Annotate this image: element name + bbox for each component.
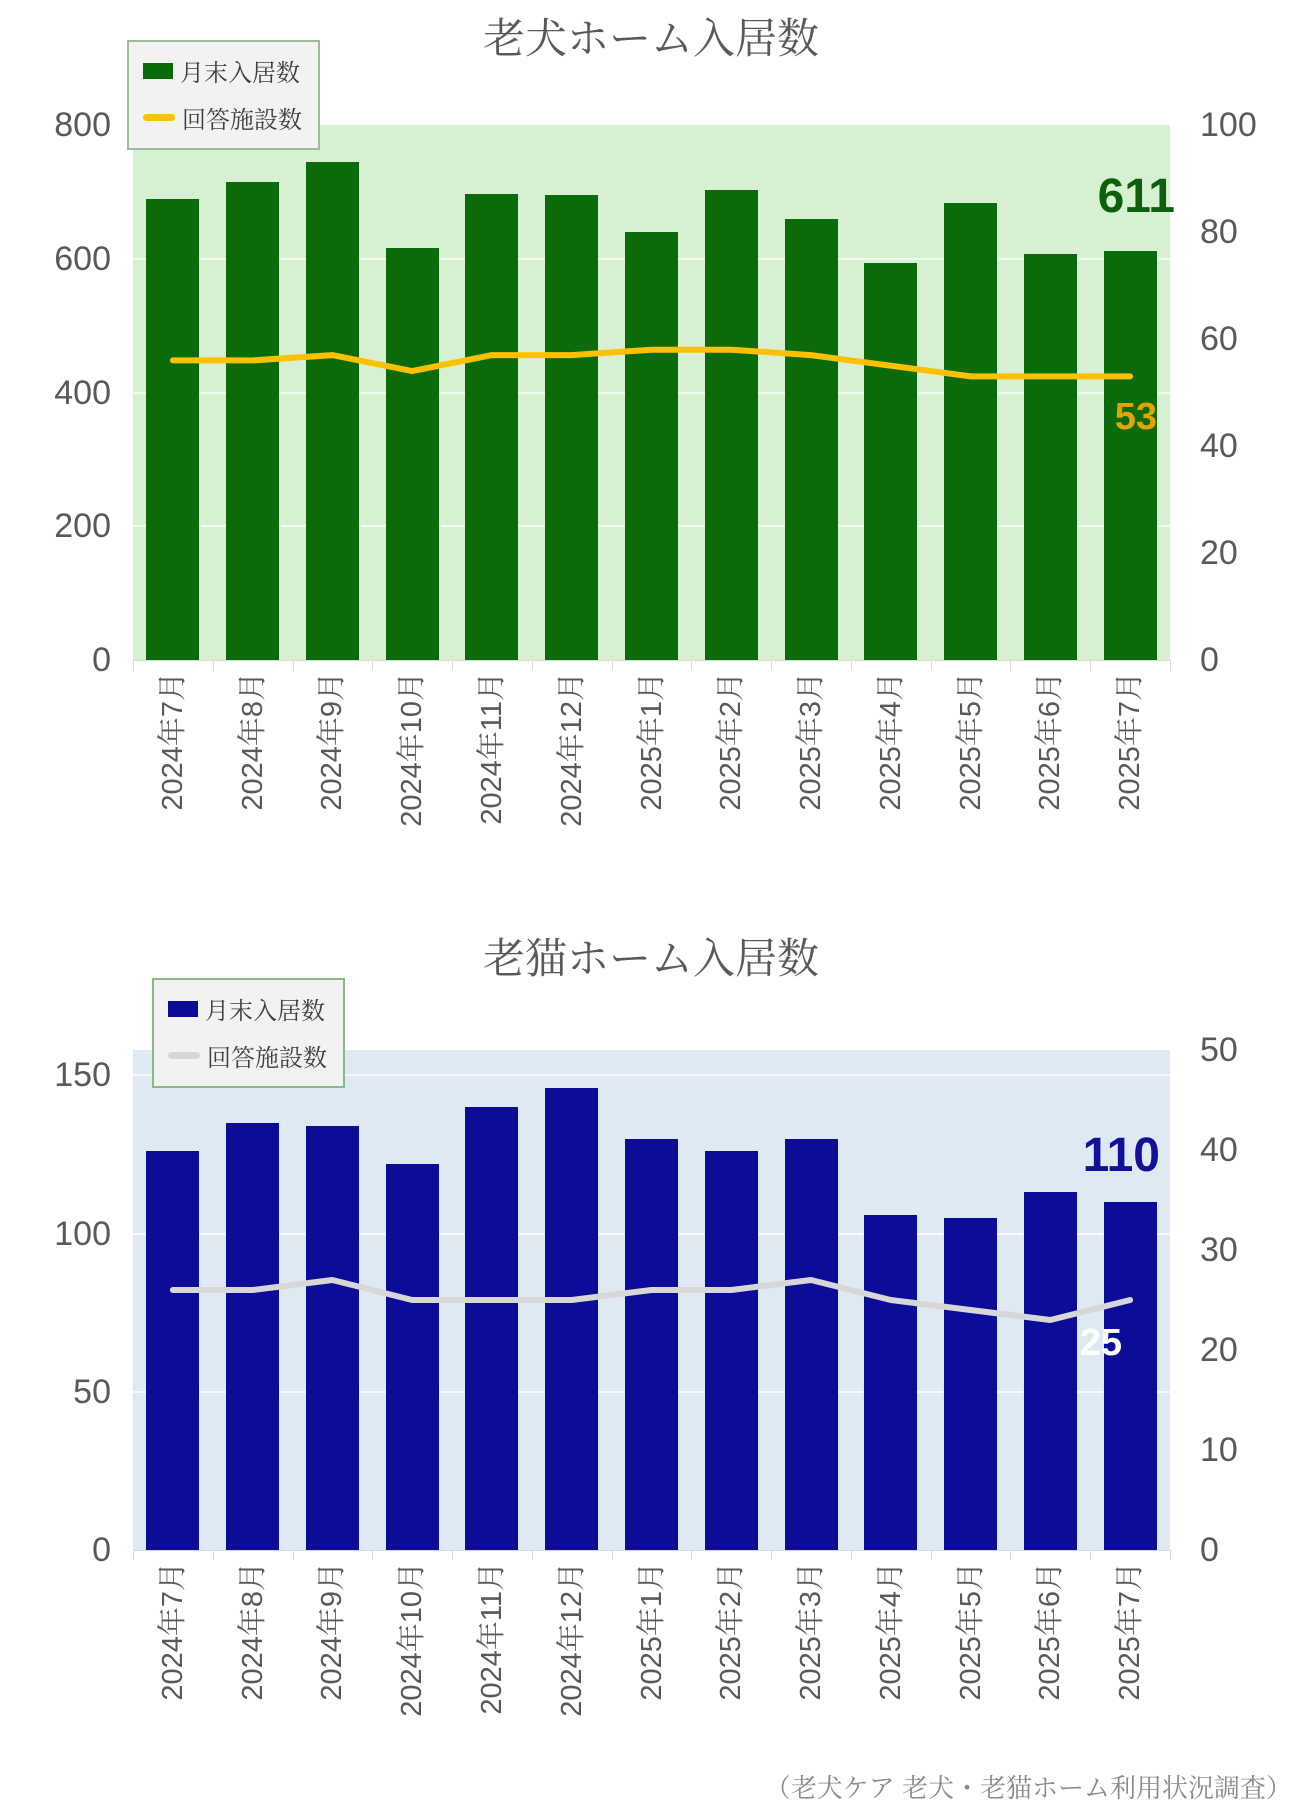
x-axis-tick-label: 2025年4月 bbox=[874, 672, 907, 811]
x-axis-tick bbox=[452, 1550, 453, 1560]
right-axis-tick-label: 80 bbox=[1200, 213, 1238, 251]
x-axis-tick bbox=[133, 660, 134, 670]
legend-item bbox=[143, 53, 302, 88]
legend-item bbox=[143, 100, 302, 135]
x-axis-tick bbox=[691, 1550, 692, 1560]
x-axis-tick bbox=[133, 1550, 134, 1560]
left-axis-tick-label: 50 bbox=[73, 1372, 111, 1411]
x-axis-tick bbox=[931, 660, 932, 670]
right-axis-tick-label: 0 bbox=[1200, 641, 1219, 679]
x-axis-tick-label: 2025年1月 bbox=[635, 1562, 668, 1701]
left-axis-tick-label: 800 bbox=[54, 106, 111, 144]
x-axis-tick bbox=[1090, 660, 1091, 670]
left-axis-tick-label: 100 bbox=[54, 1214, 111, 1253]
x-axis-tick bbox=[452, 660, 453, 670]
x-axis-tick-label: 2025年6月 bbox=[1034, 672, 1067, 811]
legend-cat bbox=[152, 978, 345, 1088]
legend-item bbox=[168, 991, 327, 1026]
left-axis-tick-label: 0 bbox=[92, 641, 111, 679]
legend-dog bbox=[127, 40, 320, 150]
x-axis-tick-label: 2025年6月 bbox=[1034, 1562, 1067, 1701]
x-axis-tick-label: 2025年1月 bbox=[635, 672, 668, 811]
x-axis-tick bbox=[771, 1550, 772, 1560]
x-axis-tick-label: 2024年10月 bbox=[396, 672, 429, 827]
x-axis-tick-label: 2025年2月 bbox=[715, 1562, 748, 1701]
x-axis-tick bbox=[771, 660, 772, 670]
right-axis-tick-label: 50 bbox=[1200, 1031, 1238, 1069]
left-axis-tick-label: 0 bbox=[92, 1531, 111, 1569]
x-axis-tick bbox=[691, 660, 692, 670]
x-axis-tick-label: 2025年7月 bbox=[1114, 1562, 1147, 1701]
x-axis-tick-label: 2024年9月 bbox=[316, 672, 349, 811]
x-axis-tick-label: 2025年7月 bbox=[1114, 672, 1147, 811]
x-axis-tick-label: 2024年11月 bbox=[475, 1562, 508, 1715]
x-axis-tick bbox=[1090, 1550, 1091, 1560]
legend-label: 回答施設数 bbox=[182, 107, 302, 134]
trend-line bbox=[133, 125, 1170, 660]
x-axis-tick bbox=[293, 1550, 294, 1560]
right-axis-tick-label: 40 bbox=[1200, 427, 1238, 465]
x-axis-tick bbox=[931, 1550, 932, 1560]
x-axis-tick-label: 2024年12月 bbox=[555, 1562, 588, 1717]
legend-label: 月末入居数 bbox=[180, 60, 300, 87]
x-axis-tick bbox=[213, 1550, 214, 1560]
right-axis-tick-label: 20 bbox=[1200, 534, 1238, 572]
x-axis-tick bbox=[1170, 660, 1171, 670]
x-axis-tick-label: 2024年10月 bbox=[396, 1562, 429, 1717]
x-axis-tick bbox=[532, 1550, 533, 1560]
x-axis-line bbox=[133, 1550, 1170, 1551]
x-axis-tick-label: 2024年11月 bbox=[475, 672, 508, 825]
x-axis-tick bbox=[851, 660, 852, 670]
bar-series-swatch bbox=[168, 1001, 198, 1017]
x-axis-tick-label: 2024年7月 bbox=[156, 672, 189, 811]
bar-end-label: 110 bbox=[1082, 1128, 1160, 1182]
x-axis-tick-label: 2025年4月 bbox=[874, 1562, 907, 1701]
right-axis-tick-label: 40 bbox=[1200, 1131, 1238, 1169]
legend-label: 回答施設数 bbox=[207, 1045, 327, 1072]
x-axis-tick-label: 2024年8月 bbox=[236, 672, 269, 811]
chart-title-cat: 老猫ホーム入居数 bbox=[482, 935, 820, 982]
trend-line bbox=[133, 1050, 1170, 1550]
x-axis-tick-label: 2025年5月 bbox=[954, 672, 987, 811]
x-axis-tick-label: 2025年2月 bbox=[715, 672, 748, 811]
right-axis-tick-label: 20 bbox=[1200, 1331, 1238, 1369]
x-axis-tick-label: 2025年5月 bbox=[954, 1562, 987, 1701]
legend-label: 月末入居数 bbox=[205, 998, 325, 1025]
legend-item bbox=[168, 1038, 327, 1073]
left-axis-tick-label: 200 bbox=[54, 507, 111, 546]
right-axis-tick-label: 30 bbox=[1200, 1231, 1238, 1269]
x-axis-tick bbox=[1010, 1550, 1011, 1560]
right-axis-tick-label: 10 bbox=[1200, 1431, 1238, 1469]
x-axis-tick bbox=[612, 1550, 613, 1560]
x-axis-tick-label: 2025年3月 bbox=[795, 672, 828, 811]
x-axis-tick bbox=[213, 660, 214, 670]
x-axis-tick bbox=[1170, 1550, 1171, 1560]
x-axis-tick-label: 2025年3月 bbox=[795, 1562, 828, 1701]
x-axis-tick bbox=[293, 660, 294, 670]
line-series-swatch bbox=[168, 1052, 200, 1059]
left-axis-tick-label: 150 bbox=[54, 1056, 111, 1095]
bar-series-swatch bbox=[143, 63, 173, 79]
x-axis-tick bbox=[372, 1550, 373, 1560]
x-axis-line bbox=[133, 660, 1170, 661]
x-axis-tick-label: 2024年12月 bbox=[555, 672, 588, 827]
x-axis-tick bbox=[612, 660, 613, 670]
x-axis-tick-label: 2024年7月 bbox=[156, 1562, 189, 1701]
x-axis-tick bbox=[532, 660, 533, 670]
x-axis-tick-label: 2024年9月 bbox=[316, 1562, 349, 1701]
line-end-label: 25 bbox=[1079, 1322, 1122, 1364]
x-axis-tick bbox=[1010, 660, 1011, 670]
x-axis-tick bbox=[851, 1550, 852, 1560]
x-axis-tick-label: 2024年8月 bbox=[236, 1562, 269, 1701]
x-axis-tick bbox=[372, 660, 373, 670]
left-axis-tick-label: 400 bbox=[54, 373, 111, 412]
right-axis-tick-label: 0 bbox=[1200, 1531, 1219, 1569]
line-end-label: 53 bbox=[1114, 396, 1157, 439]
chart-title-dog: 老犬ホーム入居数 bbox=[482, 15, 820, 62]
line-series-swatch bbox=[143, 114, 175, 121]
bar-end-label: 611 bbox=[1097, 170, 1175, 224]
left-axis-tick-label: 600 bbox=[54, 239, 111, 278]
right-axis-tick-label: 100 bbox=[1200, 106, 1257, 144]
right-axis-tick-label: 60 bbox=[1200, 320, 1238, 358]
source-note: （老犬ケア 老犬・老猫ホーム利用状況調査） bbox=[764, 1773, 1292, 1803]
